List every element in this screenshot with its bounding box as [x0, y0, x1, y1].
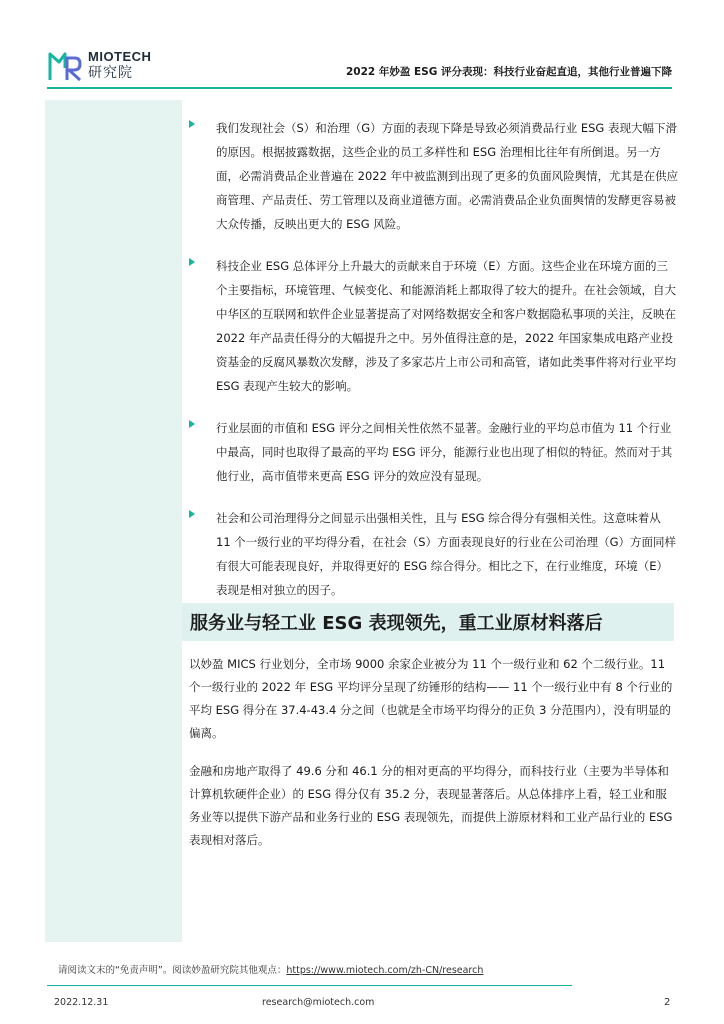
brand-name-cn: 研究院: [88, 65, 133, 81]
triangle-bullet-icon: [189, 258, 195, 266]
section-heading-text: 服务业与轻工业 ESG 表现领先，重工业原材料落后: [190, 613, 603, 634]
footer-divider: [47, 985, 572, 986]
list-item-text: 科技企业 ESG 总体评分上升最大的贡献来自于环境（E）方面。这些企业在环境方面的三个主要指标，环境管理、气候变化、和能源消耗上都取得了较大的提升。在社会领域，自大中华区的互联网和软件企业显著提高了对网络数据安全和客户数据隐私事项的关注，反映在 2022 年产品责任得分的大幅提升之中。另外值得注意的是，2022 年国家集成电路产业投资基金的反腐风暴数次发酵，涉及了多家芯片上市公司和高管，诸如此类事件将对行业平均 ESG 表现产生较大的影响。: [216, 259, 676, 393]
body-paragraph: 金融和房地产取得了 49.6 分和 46.1 分的相对更高的平均得分，而科技行业（主要为半导体和计算机软硬件企业）的 ESG 得分仅有 35.2 分，表现显著落后。从总体排序上看，轻工业和服务业等以提供下游产品和业务行业的 ESG 表现领先，而提供上游原材料和工业产品行业的 ESG 表现相对落后。: [189, 764, 673, 847]
report-date: 2022.12.31: [54, 997, 109, 1008]
disclaimer-text: 请阅读文末的“免责声明”。阅读妙盈研究院其他观点：: [58, 965, 287, 976]
side-panel: [45, 100, 182, 942]
triangle-bullet-icon: [189, 510, 195, 518]
triangle-bullet-icon: [189, 420, 195, 428]
report-title: 2022 年妙盈 ESG 评分表现：科技行业奋起直追，其他行业普遍下降: [345, 66, 672, 78]
list-item-text: 行业层面的市值和 ESG 评分之间相关性依然不显著。金融行业的平均总市值为 11 个行业中最高，同时也取得了最高的平均 ESG 评分，能源行业也出现了相似的特征。然而对于其他行业，高市值带来更高 ESG 评分的效应没有显现。: [216, 421, 673, 483]
section-heading: [182, 603, 674, 641]
list-item-text: 我们发现社会（S）和治理（G）方面的表现下降是导致必须消费品行业 ESG 表现大幅下滑的原因。根据披露数据，这些企业的员工多样性和 ESG 治理相比往年有所倒退。另一方面，必需消费品企业普遍在 2022 年中被监测到出现了更多的负面风险舆情，尤其是在供应商管理、产品责任、劳工管理以及商业道德方面。必需消费品企业负面舆情的发酵更容易被大众传播，反映出更大的 ESG 风险。: [216, 121, 679, 231]
footer-note: [58, 962, 483, 976]
list-item: [189, 416, 679, 488]
research-link[interactable]: https://www.miotech.com/zh-CN/research: [286, 965, 484, 976]
page-header: [0, 0, 724, 100]
list-item: [189, 116, 679, 236]
key-findings-list: [189, 116, 679, 620]
brand-name-en: MIOTECH: [88, 49, 152, 64]
triangle-bullet-icon: [189, 120, 195, 128]
brand: [88, 50, 151, 82]
contact-email: research@miotech.com: [262, 997, 375, 1008]
header-divider: [47, 87, 672, 89]
body-paragraph: 以妙盈 MICS 行业划分，全市场 9000 余家企业被分为 11 个一级行业和 62 个二级行业。11 个一级行业的 2022 年 ESG 平均评分呈现了纺锤形的结构—— 11 个一级行业中有 8 个行业的平均 ESG 得分在 37.4-43.4 分之间（也就是全市场平均得分的正负 3 分范围内），没有明显的偏离。: [189, 657, 673, 740]
list-item: [189, 506, 679, 602]
miotech-logo-icon: [47, 48, 83, 84]
list-item-text: 社会和公司治理得分之间显示出强相关性，且与 ESG 综合得分有强相关性。这意味着从 11 个一级行业的平均得分看，在社会（S）方面表现良好的行业在公司治理（G）方面同样有很大可能表现良好，并取得更好的 ESG 综合得分。相比之下，在行业维度，环境（E）表现是相对独立的因子。: [216, 511, 676, 597]
page-number: 2: [664, 997, 671, 1008]
list-item: [189, 254, 679, 398]
